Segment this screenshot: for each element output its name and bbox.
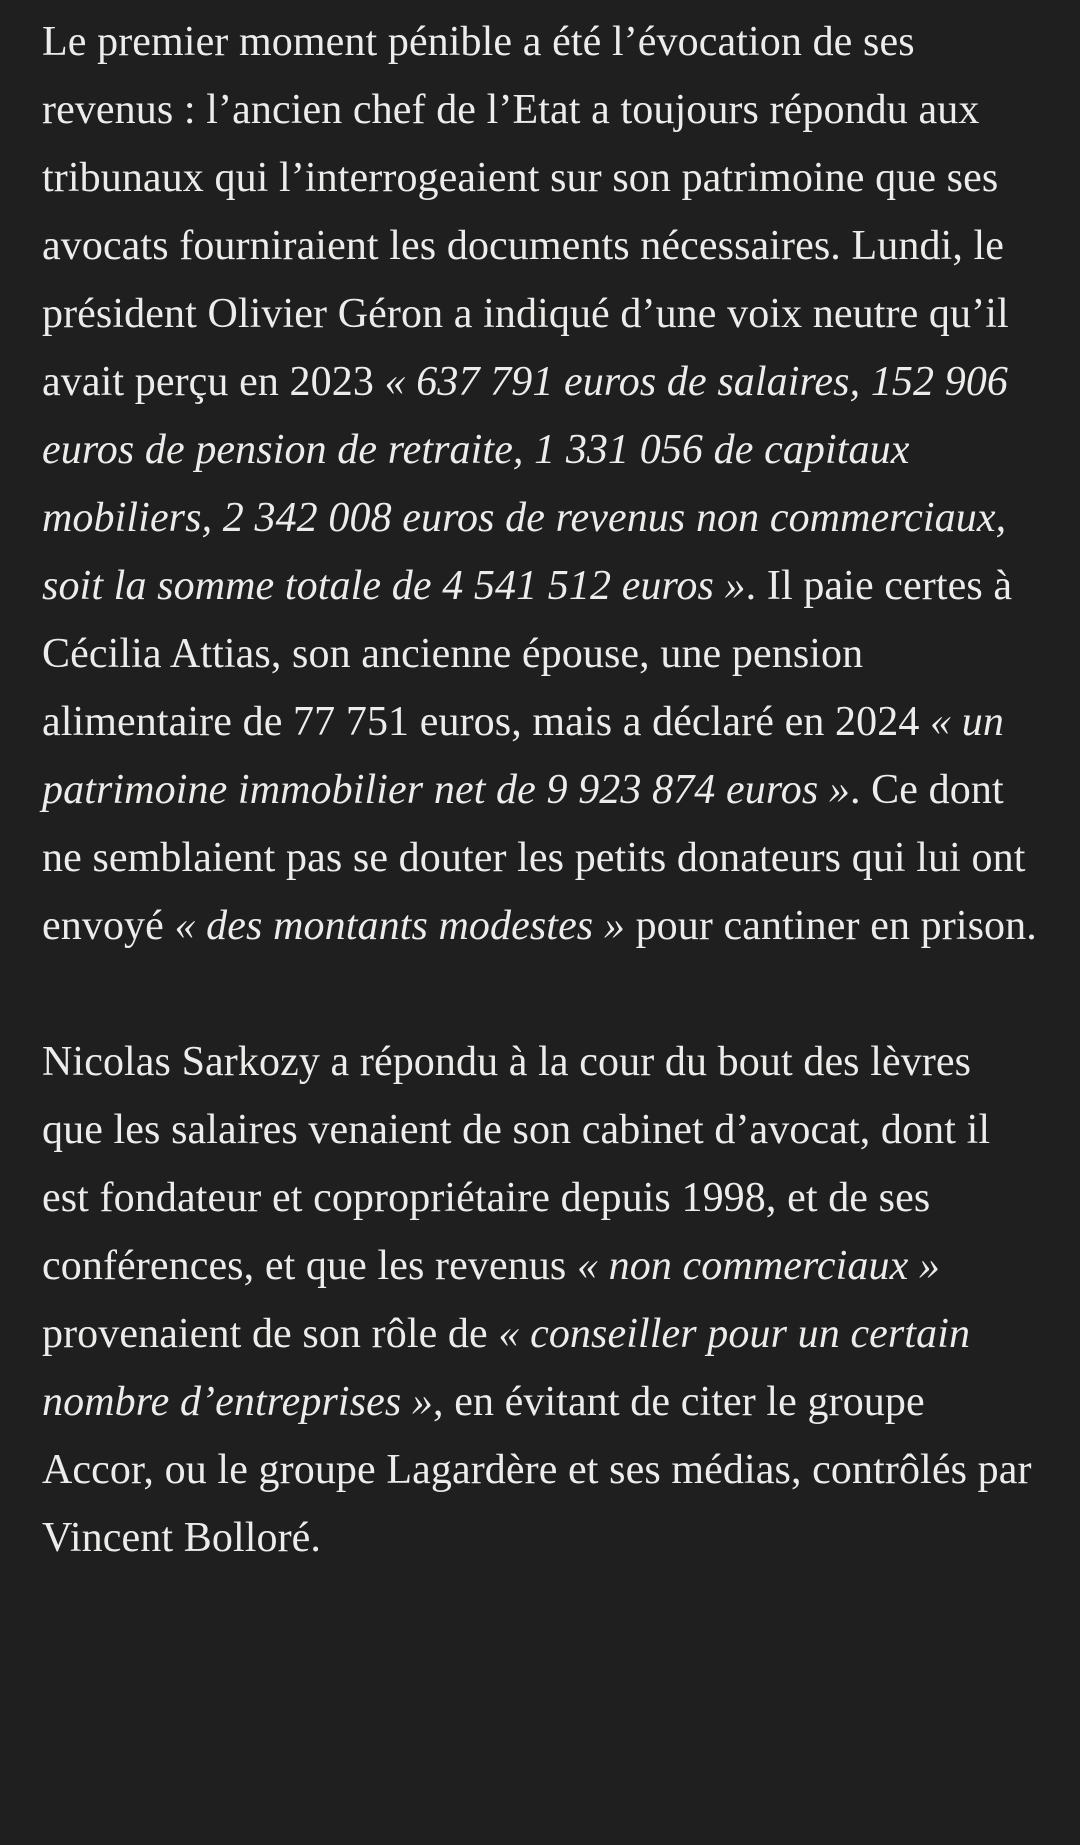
article-paragraph-2 [42,1028,1040,1572]
paragraph-1-text-2: . Il paie certes à Cécilia Attias, son ancienne épouse, une pension alimentaire de 77 751 euros, mais a déclaré en 2024 [42,563,1013,745]
paragraph-1-quote-property: « un patrimoine immobilier net de 9 923 874 euros » [42,699,1004,813]
paragraph-1-text-3: . Ce dont ne semblaient pas se douter les petits donateurs qui lui ont envoyé [42,767,1026,949]
paragraph-2-quote-role: « conseiller pour un certain nombre d’entreprises » [42,1311,971,1425]
paragraph-1-quote-income: « 637 791 euros de salaires, 152 906 euros de pension de retraite, 1 331 056 de capitaux mobiliers, 2 342 008 euros de revenus non commerciaux, soit la somme totale de 4 541 512 euros » [42,359,1009,609]
paragraph-2-text-2: provenaient de son rôle de [42,1311,499,1357]
paragraph-2-text-3: , en évitant de citer le groupe Accor, ou le groupe Lagardère et ses médias, contrôlés par Vincent Bolloré. [42,1379,1032,1561]
paragraph-1-text-4: pour cantiner en prison. [624,903,1037,949]
paragraph-1-text-1: Le premier moment pénible a été l’évocation de ses revenus : l’ancien chef de l’Etat a toujours répondu aux tribunaux qui l’interrogeaient sur son patrimoine que ses avocats fourniraient les documents nécessaires. Lundi, le président Olivier Géron a indiqué d’une voix neutre qu’il avait perçu en 2023 [42,19,1009,405]
paragraph-1-quote-donations: « des montants modestes » [174,903,625,949]
paragraph-2-text-1: Nicolas Sarkozy a répondu à la cour du bout des lèvres que les salaires venaient de son cabinet d’avocat, dont il est fondateur et copropriétaire depuis 1998, et de ses conférences, et que les revenus [42,1039,991,1289]
paragraph-2-quote-revenue-type: « non commerciaux » [576,1243,941,1289]
article-paragraph-1 [42,8,1040,960]
